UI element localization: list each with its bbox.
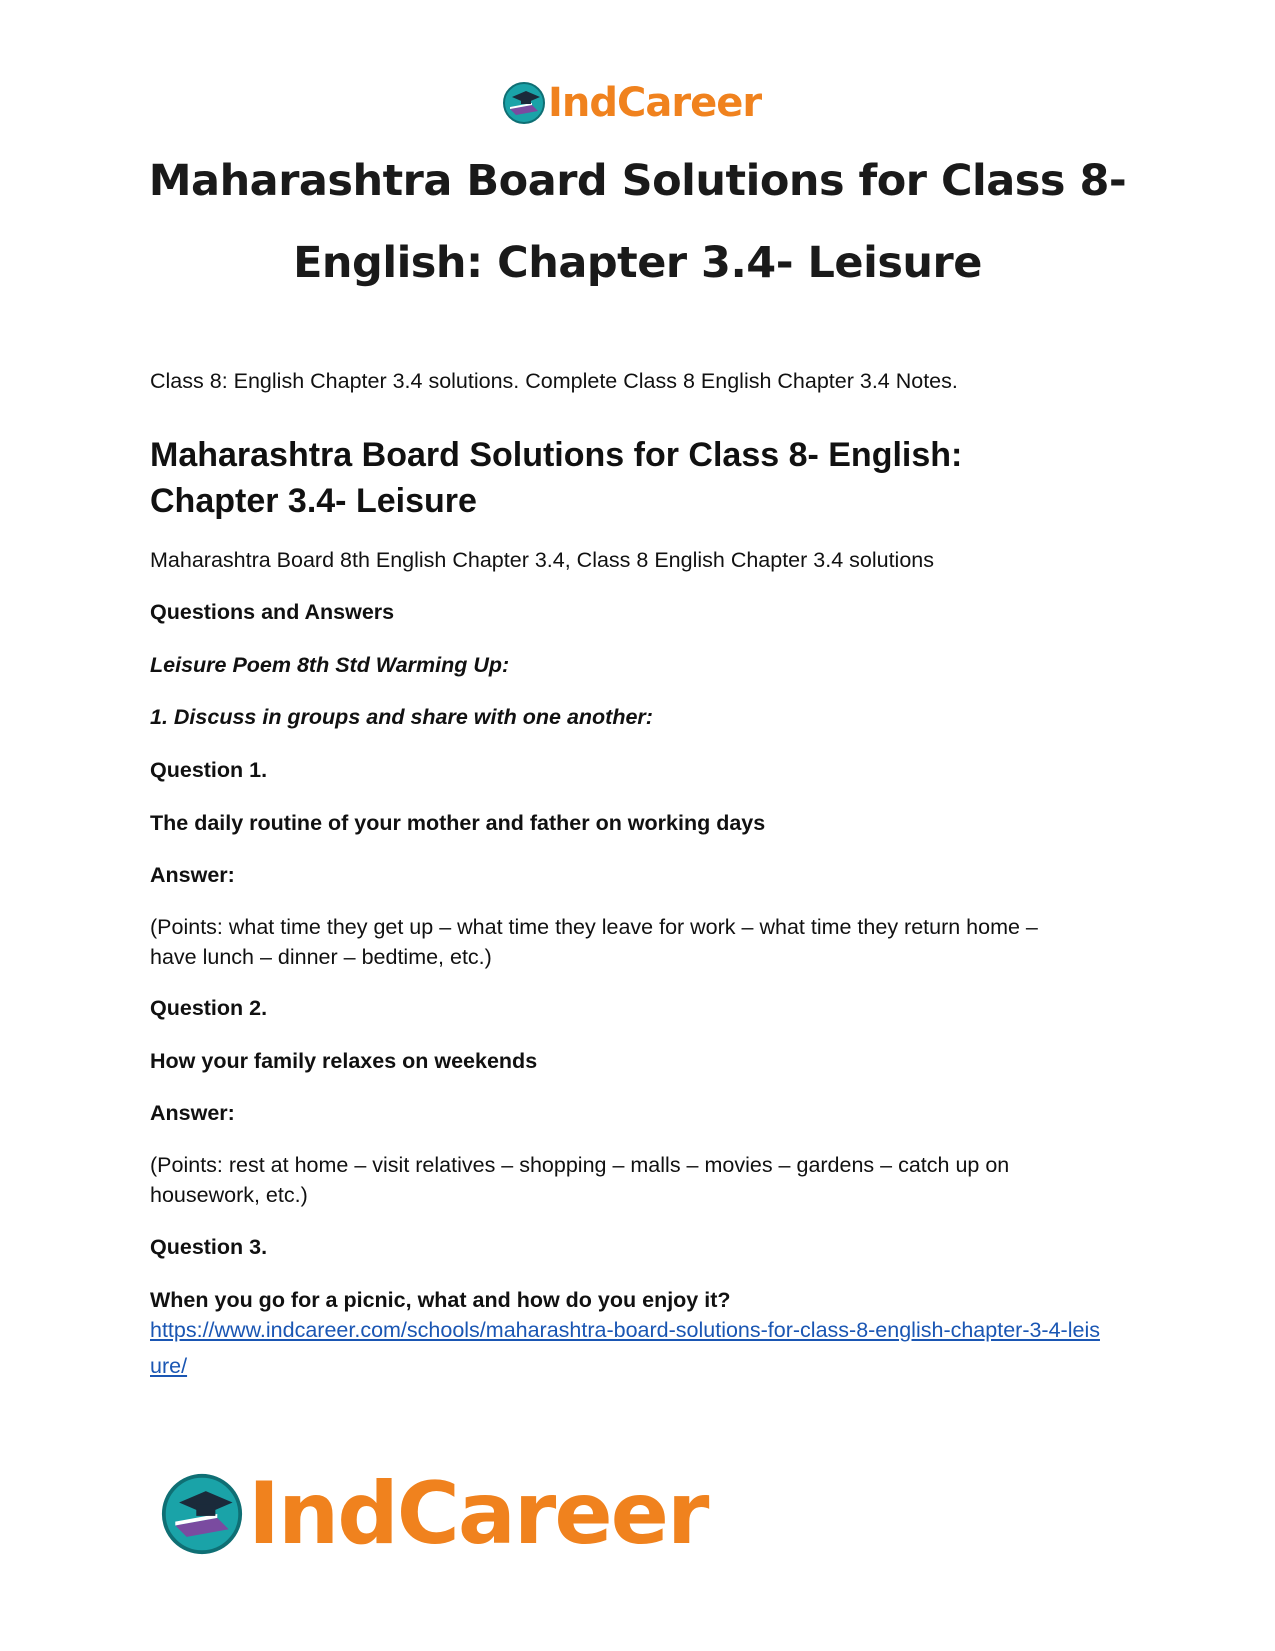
answer-2-label: Answer: <box>150 1101 235 1125</box>
book-graduation-cap-icon <box>502 81 546 125</box>
question-1-text: The daily routine of your mother and father on working days <box>150 811 766 835</box>
header-logo <box>502 78 761 128</box>
qa-heading: Questions and Answers <box>150 600 395 624</box>
answer-1-text: (Points: what time they get up – what time they leave for work – what time they return home – have lunch – dinner – bedtime, etc.) <box>150 915 1038 969</box>
subtitle-text: Maharashtra Board 8th English Chapter 3.4, Class 8 English Chapter 3.4 solutions <box>150 548 934 572</box>
question-2-text: How your family relaxes on weekends <box>150 1049 538 1073</box>
question-3-label: Question 3. <box>150 1235 268 1259</box>
answer-1-label: Answer: <box>150 863 235 887</box>
discuss-heading: 1. Discuss in groups and share with one another: <box>150 705 653 729</box>
question-3-text: When you go for a picnic, what and how do you enjoy it? <box>150 1288 731 1312</box>
question-2-label: Question 2. <box>150 996 268 1020</box>
answer-2-text: (Points: rest at home – visit relatives – shopping – malls – movies – gardens – catch up on housework, etc.) <box>150 1153 1010 1207</box>
header-logo-text: IndCareer <box>548 80 762 126</box>
question-1-label: Question 1. <box>150 758 268 782</box>
page-title: Maharashtra Board Solutions for Class 8- English: Chapter 3.4- Leisure <box>148 156 1127 288</box>
footer-logo-text: IndCareer <box>248 1464 708 1564</box>
book-graduation-cap-icon <box>160 1472 244 1556</box>
intro-text: Class 8: English Chapter 3.4 solutions. Complete Class 8 English Chapter 3.4 Notes. <box>150 369 958 393</box>
warming-up-heading: Leisure Poem 8th Std Warming Up: <box>150 653 510 677</box>
footer-logo <box>160 1466 707 1562</box>
section-heading: Maharashtra Board Solutions for Class 8- English: Chapter 3.4- Leisure <box>150 436 963 520</box>
source-link[interactable]: https://www.indcareer.com/schools/maharashtra-board-solutions-for-class-8-english-chapter-3-4-leisure/ <box>150 1318 1100 1378</box>
